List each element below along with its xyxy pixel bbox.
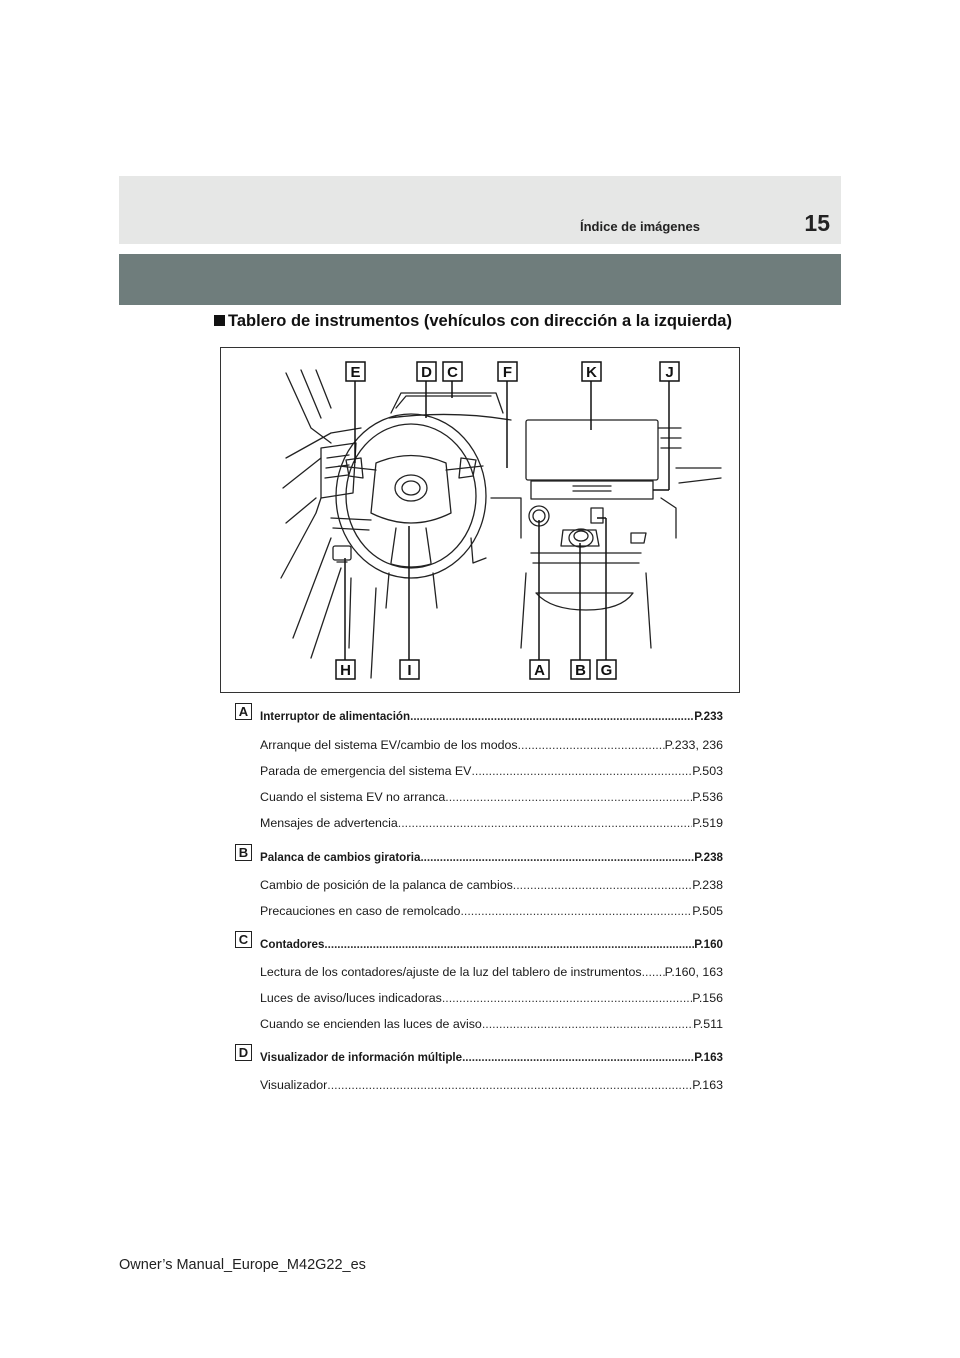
callout-letter: H — [340, 662, 351, 679]
callout-letter: I — [407, 662, 412, 679]
page-ref: P.233, 236 — [664, 738, 723, 752]
entry-subitem[interactable] — [260, 790, 723, 804]
entry-subitem[interactable] — [260, 738, 723, 752]
page-ref: P.505 — [692, 904, 723, 918]
page-ref: P.238 — [694, 851, 723, 864]
leader-dots — [518, 738, 665, 752]
page-ref: P.163 — [692, 1078, 723, 1092]
callout-box — [400, 660, 419, 679]
subitem-label: Precauciones en caso de remolcado — [260, 904, 461, 918]
page-ref: P.233 — [694, 710, 723, 723]
entry-subitem[interactable] — [260, 1078, 723, 1092]
entry-title: Palanca de cambios giratoria — [260, 851, 421, 864]
callout-letter: C — [447, 364, 458, 381]
page-ref: P.519 — [692, 816, 723, 830]
page-ref: P.163 — [694, 1051, 723, 1064]
callout-box — [346, 362, 365, 381]
leader-dots — [513, 878, 692, 892]
callout-box — [417, 362, 436, 381]
entry-main-row[interactable] — [260, 938, 723, 951]
leader-dots — [462, 1051, 694, 1064]
subitem-label: Parada de emergencia del sistema EV — [260, 764, 472, 778]
page-ref: P.238 — [692, 878, 723, 892]
chapter-title: Índice de imágenes — [580, 219, 700, 234]
page-ref: P.160 — [694, 938, 723, 951]
entry-letter-box: A — [235, 703, 252, 720]
page-ref: P.511 — [693, 1017, 723, 1031]
callout-letter: J — [665, 364, 674, 381]
square-bullet-icon — [214, 315, 225, 326]
dashboard-drawing — [221, 348, 741, 694]
section-band — [119, 254, 841, 305]
leader-dots — [445, 790, 692, 804]
dashboard-illustration — [220, 347, 740, 693]
leader-dots — [460, 904, 692, 918]
entry-subitem[interactable] — [260, 965, 723, 979]
entry-subitem[interactable] — [260, 764, 723, 778]
page-number: 15 — [804, 210, 830, 236]
leader-dots — [642, 965, 665, 979]
callout-letter: G — [600, 662, 613, 679]
entry-main-row[interactable] — [260, 1051, 723, 1064]
leader-dots — [420, 851, 694, 864]
callout-box — [498, 362, 517, 381]
subitem-label: Cambio de posición de la palanca de cambios — [260, 878, 513, 892]
page-ref: P.503 — [692, 764, 723, 778]
entry-title: Interruptor de alimentación — [260, 710, 411, 723]
callout-letter: K — [586, 364, 597, 381]
entry-letter-box: C — [235, 931, 252, 948]
subitem-label: Arranque del sistema EV/cambio de los modos — [260, 738, 518, 752]
subitem-label: Visualizador — [260, 1078, 328, 1092]
entry-title: Contadores — [260, 938, 325, 951]
leader-dots — [410, 710, 694, 723]
leader-dots — [471, 764, 692, 778]
entry-subitem[interactable] — [260, 1017, 723, 1031]
subitem-label: Lectura de los contadores/ajuste de la luz del tablero de instrumentos — [260, 965, 642, 979]
entry-letter-box: D — [235, 1044, 252, 1061]
callout-letter: E — [350, 364, 361, 381]
subitem-label: Cuando se encienden las luces de aviso — [260, 1017, 482, 1031]
page-ref: P.160, 163 — [664, 965, 723, 979]
entry-subitem[interactable] — [260, 904, 723, 918]
section-title — [214, 312, 732, 331]
callout-letter: B — [575, 662, 586, 679]
header-band — [119, 176, 841, 244]
subitem-label: Mensajes de advertencia — [260, 816, 398, 830]
entry-main-row[interactable] — [260, 851, 723, 864]
entry-subitem[interactable] — [260, 878, 723, 892]
callout-letter: D — [421, 364, 432, 381]
leader-dots — [482, 1017, 693, 1031]
callout-box — [443, 362, 462, 381]
page-ref: P.536 — [692, 790, 723, 804]
callout-box — [571, 660, 590, 679]
footer-text: Owner’s Manual_Europe_M42G22_es — [119, 1257, 366, 1273]
subitem-label: Luces de aviso/luces indicadoras — [260, 991, 442, 1005]
entry-title: Visualizador de información múltiple — [260, 1051, 463, 1064]
entry-subitem[interactable] — [260, 991, 723, 1005]
callout-top-group — [346, 362, 679, 381]
callout-box — [582, 362, 601, 381]
callout-letter: F — [502, 364, 513, 381]
section-title-text: Tablero de instrumentos (vehículos con dirección a la izquierda) — [228, 312, 732, 330]
leader-dots — [324, 938, 694, 951]
callout-box — [597, 660, 616, 679]
entry-subitem[interactable] — [260, 816, 723, 830]
subitem-label: Cuando el sistema EV no arranca — [260, 790, 446, 804]
entry-main-row[interactable] — [260, 710, 723, 723]
callout-box — [660, 362, 679, 381]
entry-letter-box: B — [235, 844, 252, 861]
callout-box — [530, 660, 549, 679]
leader-dots — [398, 816, 692, 830]
leader-dots — [327, 1078, 692, 1092]
callout-box — [336, 660, 355, 679]
page-ref: P.156 — [692, 991, 723, 1005]
callout-letter: A — [534, 662, 545, 679]
leader-dots — [442, 991, 692, 1005]
callout-bottom-group — [336, 660, 616, 679]
